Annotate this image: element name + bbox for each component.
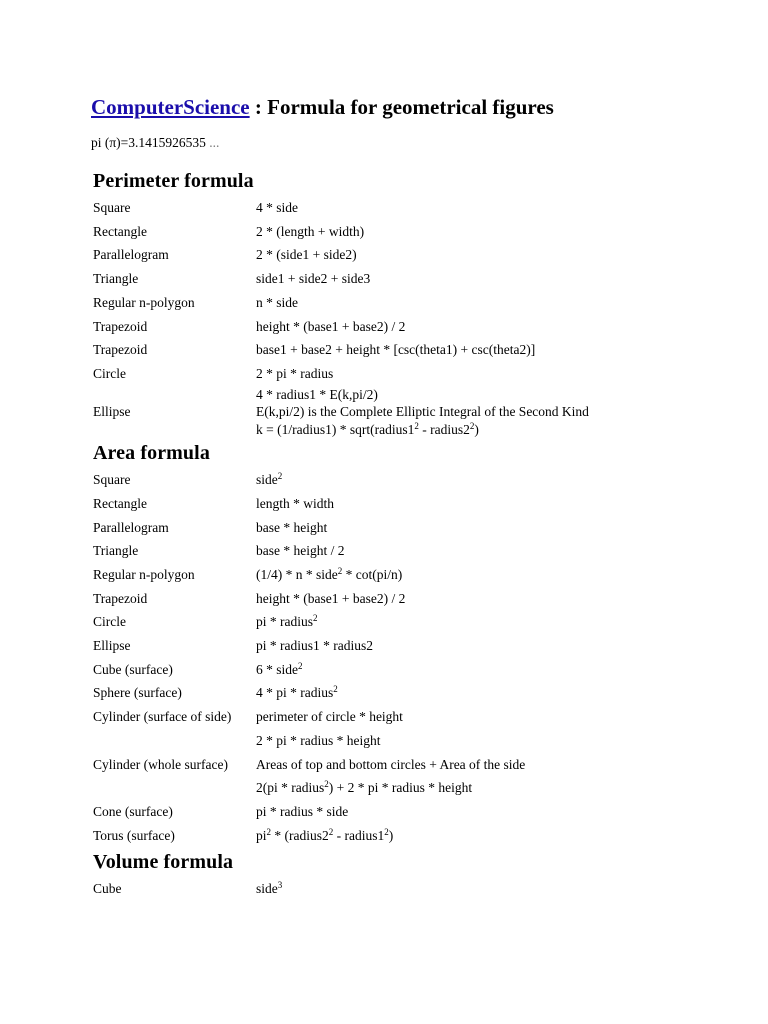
- figure-name: [91, 776, 256, 800]
- formula-expression: 2 * pi * radius: [256, 365, 334, 381]
- formula-expression: $pi^2$ * ($radius2^2$ - $radius1^2$): [256, 826, 394, 843]
- formula-row: [91, 468, 525, 492]
- area-table: [91, 468, 525, 847]
- document-page: [91, 92, 751, 901]
- figure-name: Cylinder (surface of side): [93, 709, 232, 725]
- formula-expression: base * height: [256, 519, 328, 535]
- figure-name: Cylinder (whole surface): [93, 756, 228, 772]
- formula-row: [91, 824, 525, 848]
- formula-row: [91, 634, 525, 658]
- formula-row: [91, 220, 589, 244]
- formula-expression: 6 * side$^2$: [256, 660, 303, 677]
- formula-row: [91, 338, 589, 362]
- pi-value-text: pi (π)=3.1415926535: [91, 135, 206, 150]
- formula-row: [91, 563, 525, 587]
- formula-expression: side$^2$: [256, 471, 283, 488]
- formula-expression: 4 * side: [256, 200, 298, 215]
- formula-row: [91, 610, 525, 634]
- pi-ellipsis: ...: [209, 135, 220, 150]
- formula-row: [91, 658, 525, 682]
- formula-row: [91, 681, 525, 705]
- figure-name: Triangle: [93, 543, 139, 559]
- perimeter-heading: Perimeter formula: [93, 170, 254, 192]
- formula-line: k = (1/radius1) * $sqrt(radius1^2$ - $radius2^2$): [256, 420, 479, 437]
- formula-expression: pi * radius1 * radius2: [256, 638, 373, 654]
- formula-expression: n * side: [256, 294, 298, 310]
- formula-row: [91, 516, 525, 540]
- figure-name: Trapezoid: [93, 590, 148, 606]
- page-title: [91, 92, 751, 122]
- figure-name: Ellipse: [93, 404, 131, 420]
- formula-expression: 2 * (side1 + side2): [256, 247, 357, 263]
- figure-name: Torus (surface): [93, 827, 175, 843]
- formula-row: [91, 315, 589, 339]
- figure-name: Circle: [93, 614, 126, 630]
- figure-name: Parallelogram: [93, 247, 169, 263]
- formula-expression: [256, 386, 589, 439]
- formula-row: [91, 753, 525, 777]
- formula-expression: length * width: [256, 495, 334, 511]
- formula-expression: 2(pi * radius$^2$) + 2 * pi * radius * height: [256, 779, 473, 796]
- figure-name: Cone (surface): [93, 803, 173, 819]
- formula-row: [91, 729, 525, 753]
- formula-expression: 2 * pi * radius * height: [256, 732, 381, 748]
- computerscience-link[interactable]: ComputerScience: [91, 95, 250, 119]
- formula-row: [91, 705, 525, 729]
- formula-row: [91, 243, 589, 267]
- formula-row: [91, 362, 589, 386]
- figure-name: Trapezoid: [93, 342, 148, 358]
- figure-name: Regular n-polygon: [93, 294, 195, 310]
- formula-expression: side1 + side2 + side3: [256, 271, 371, 287]
- formula-expression: height * (base1 + base2) / 2: [256, 318, 406, 334]
- figure-name: Parallelogram: [93, 519, 169, 535]
- formula-row: [91, 877, 282, 901]
- figure-name: Square: [93, 200, 131, 215]
- formula-row: [91, 492, 525, 516]
- formula-row: [91, 267, 589, 291]
- formula-row: [91, 196, 589, 220]
- formula-row: [91, 800, 525, 824]
- formula-row: [91, 776, 525, 800]
- formula-expression: pi * radius$^2$: [256, 613, 318, 630]
- figure-name: Cube (surface): [93, 661, 173, 677]
- formula-expression: height * (base1 + base2) / 2: [256, 590, 406, 606]
- formula-expression: side$^3$: [256, 880, 283, 897]
- area-heading: Area formula: [93, 442, 210, 465]
- figure-name: Cube: [93, 881, 122, 897]
- formula-line: 4 * radius1 * E(k,pi/2): [256, 386, 378, 402]
- formula-line: E(k,pi/2) is the Complete Elliptic Integral of the Second Kind: [256, 404, 589, 420]
- formula-row: [91, 539, 525, 563]
- perimeter-table: [91, 196, 589, 438]
- figure-name: Square: [93, 472, 131, 488]
- figure-name: Rectangle: [93, 223, 147, 239]
- volume-heading: Volume formula: [93, 851, 234, 874]
- figure-name: [91, 729, 256, 753]
- formula-expression: pi * radius * side: [256, 803, 349, 819]
- figure-name: Ellipse: [93, 638, 131, 654]
- figure-name: Sphere (surface): [93, 685, 182, 701]
- formula-expression: (1/4) * n * side$^2$ * cot(pi/n): [256, 565, 403, 582]
- figure-name: Trapezoid: [93, 318, 148, 334]
- formula-row: [91, 587, 525, 611]
- volume-table: [91, 877, 282, 901]
- formula-expression: base1 + base2 + height * [csc(theta1) + csc(theta2)]: [256, 342, 536, 358]
- title-text: : Formula for geometrical figures: [249, 95, 554, 119]
- formula-row: [91, 386, 589, 439]
- formula-expression: base * height / 2: [256, 543, 345, 559]
- formula-expression: perimeter of circle * height: [256, 709, 403, 725]
- formula-expression: 2 * (length + width): [256, 223, 365, 239]
- pi-value-line: [91, 132, 751, 154]
- formula-row: [91, 291, 589, 315]
- figure-name: Triangle: [93, 271, 139, 287]
- figure-name: Rectangle: [93, 495, 147, 511]
- formula-expression: 4 * pi * radius$^2$: [256, 684, 338, 701]
- figure-name: Regular n-polygon: [93, 566, 195, 582]
- formula-expression: Areas of top and bottom circles + Area of the side: [256, 756, 526, 772]
- figure-name: Circle: [93, 365, 126, 381]
